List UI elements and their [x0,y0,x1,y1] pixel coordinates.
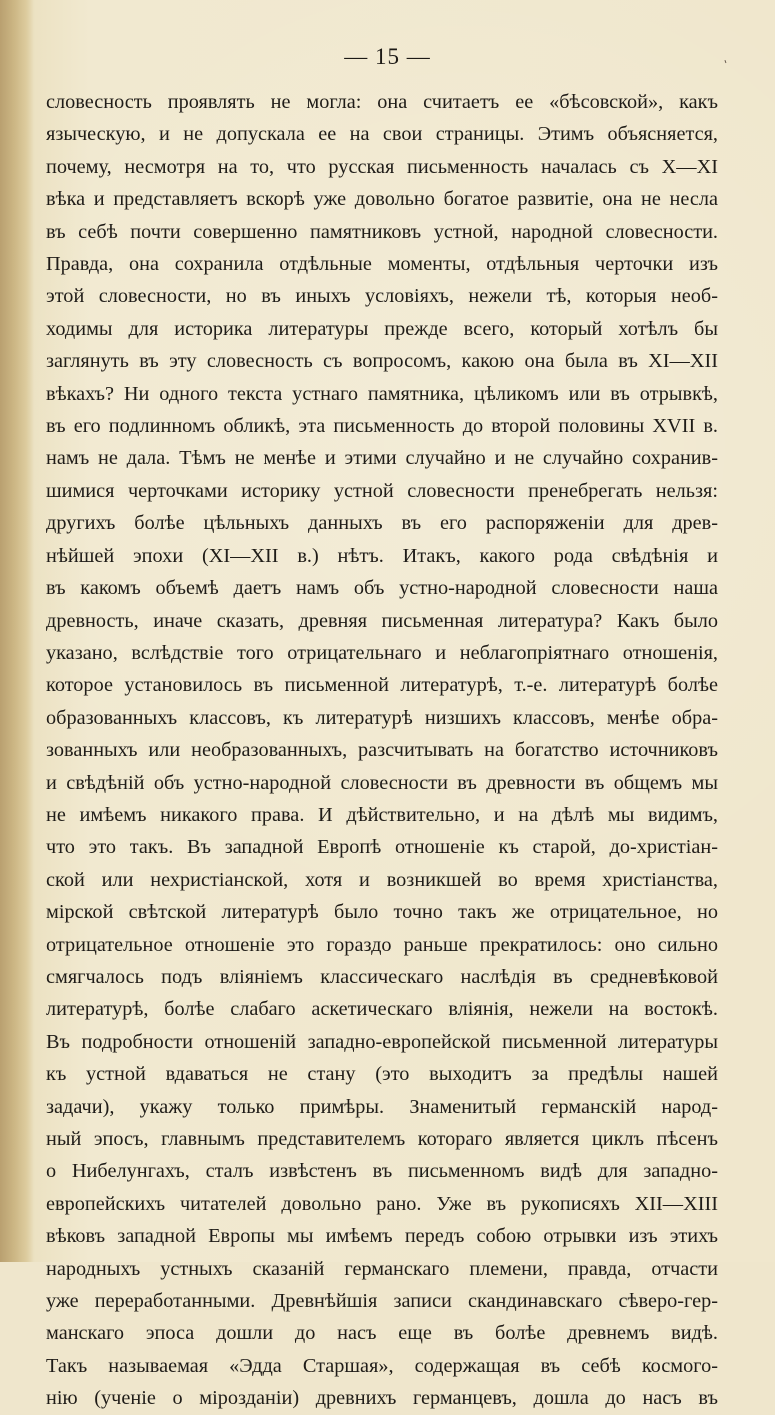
text-line: зованныхъ или необразованныхъ, разсчитывать на богатство источниковъ [46,739,718,762]
text-line: вѣкахъ? Ни одного текста устнаго памятника, цѣликомъ или въ отрывкѣ, [46,382,718,405]
text-line: почему, несмотря на то, что русская письменность началась съ X—XI [46,155,718,178]
text-line: Такъ называемая «Эдда Старшая», содержащая въ себѣ космого- [46,1354,718,1377]
text-line: въ какомъ объемѣ даетъ намъ объ устно-народной словесности наша [46,577,718,600]
text-line: уже переработанными. Древнѣйшія записи скандинавскаго сѣверо-гер- [46,1290,718,1313]
text-line: европейскихъ читателей довольно рано. Уже въ рукописяхъ XII—XIII [46,1192,718,1215]
text-line: шимися черточками историку устной словесности пренебрегать нельзя: [46,479,718,502]
text-line: и свѣдѣній объ устно-народной словесности въ древности въ общемъ мы [46,771,718,794]
text-line: смягчалось подъ вліяніемъ классическаго наслѣдія въ средневѣковой [46,965,718,988]
text-line: ный эпосъ, главнымъ представителемъ котораго является циклъ пѣсенъ [46,1128,718,1150]
text-line: вѣка и представляетъ вскорѣ уже довольно богатое развитіе, она не несла [46,188,718,211]
text-line: древность, иначе сказать, древняя письменная литература? Какъ было [46,609,718,632]
text-line: другихъ болѣе цѣльныхъ данныхъ въ его распоряженіи для древ- [46,512,718,535]
text-line: Въ подробности отношеній западно-европейской письменной литературы [46,1030,718,1053]
text-line: о Нибелунгахъ, сталъ извѣстенъ въ письменномъ видѣ для западно- [46,1160,718,1183]
text-line: словесность проявлять не могла: она считаетъ ее «бѣсовской», какъ [46,91,718,113]
text-line: заглянуть въ эту словесность съ вопросомъ, какою она была въ XI—XII [46,350,718,373]
page-number: — 15 — [344,44,431,69]
text-line: ходимы для историка литературы прежде всего, который хотѣлъ бы [46,317,718,340]
text-line: вѣковъ западной Европы мы имѣемъ передъ собою отрывки изъ этихъ [46,1225,718,1248]
text-line: языческую, и не допускала ее на свои страницы. Этимъ объясняется, [46,123,718,146]
text-line: ской или нехристіанской, хотя и возникшей во время христіанства, [46,868,718,891]
text-line: къ устной вдаваться не стану (это выходитъ за предѣлы нашей [46,1063,718,1086]
text-line: этой словесности, но въ иныхъ условіяхъ, нежели тѣ, которыя необ- [46,285,718,308]
text-line: нію (ученіе о мірозданіи) древнихъ германцевъ, дошла до насъ въ [46,1387,718,1410]
text-line: народныхъ устныхъ сказаній германскаго племени, правда, отчасти [46,1257,718,1280]
text-line: намъ не дала. Тѣмъ не менѣе и этими случайно и не случайно сохранив- [46,447,718,470]
main-text-block [46,86,718,1415]
corner-mark: ' [722,57,731,72]
text-line: не имѣемъ никакого права. И дѣйствительно, и на дѣлѣ мы видимъ, [46,803,718,826]
text-line: въ себѣ почти совершенно памятниковъ устной, народной словесности. [46,220,718,243]
text-line: мірской свѣтской литературѣ было точно такъ же отрицательное, но [46,901,718,924]
text-line: въ его подлинномъ обликѣ, эта письменность до второй половины XVII в. [46,415,718,438]
page-binding-shadow [0,0,34,1262]
text-line: литературѣ, болѣе слабаго аскетическаго вліянія, нежели на востокѣ. [46,998,718,1021]
text-line: задачи), укажу только примѣры. Знаменитый германскій народ- [46,1095,718,1118]
text-line: отрицательное отношеніе это гораздо раньше прекратилось: оно сильно [46,933,718,956]
text-line: указано, вслѣдствіе того отрицательнаго и неблагопріятнаго отношенія, [46,641,718,664]
text-line: образованныхъ классовъ, къ литературѣ низшихъ классовъ, менѣе обра- [46,706,718,729]
text-line: манскаго эпоса дошли до насъ еще въ болѣе древнемъ видѣ. [46,1322,718,1345]
text-line: что это такъ. Въ западной Европѣ отношеніе къ старой, до-христіан- [46,836,718,859]
text-line: нѣйшей эпохи (XI—XII в.) нѣтъ. Итакъ, какого рода свѣдѣнія и [46,544,718,567]
text-line: которое установилось въ письменной литературѣ, т.-е. литературѣ болѣе [46,674,718,697]
text-line: Правда, она сохранила отдѣльные моменты, отдѣльныя черточки изъ [46,253,718,276]
